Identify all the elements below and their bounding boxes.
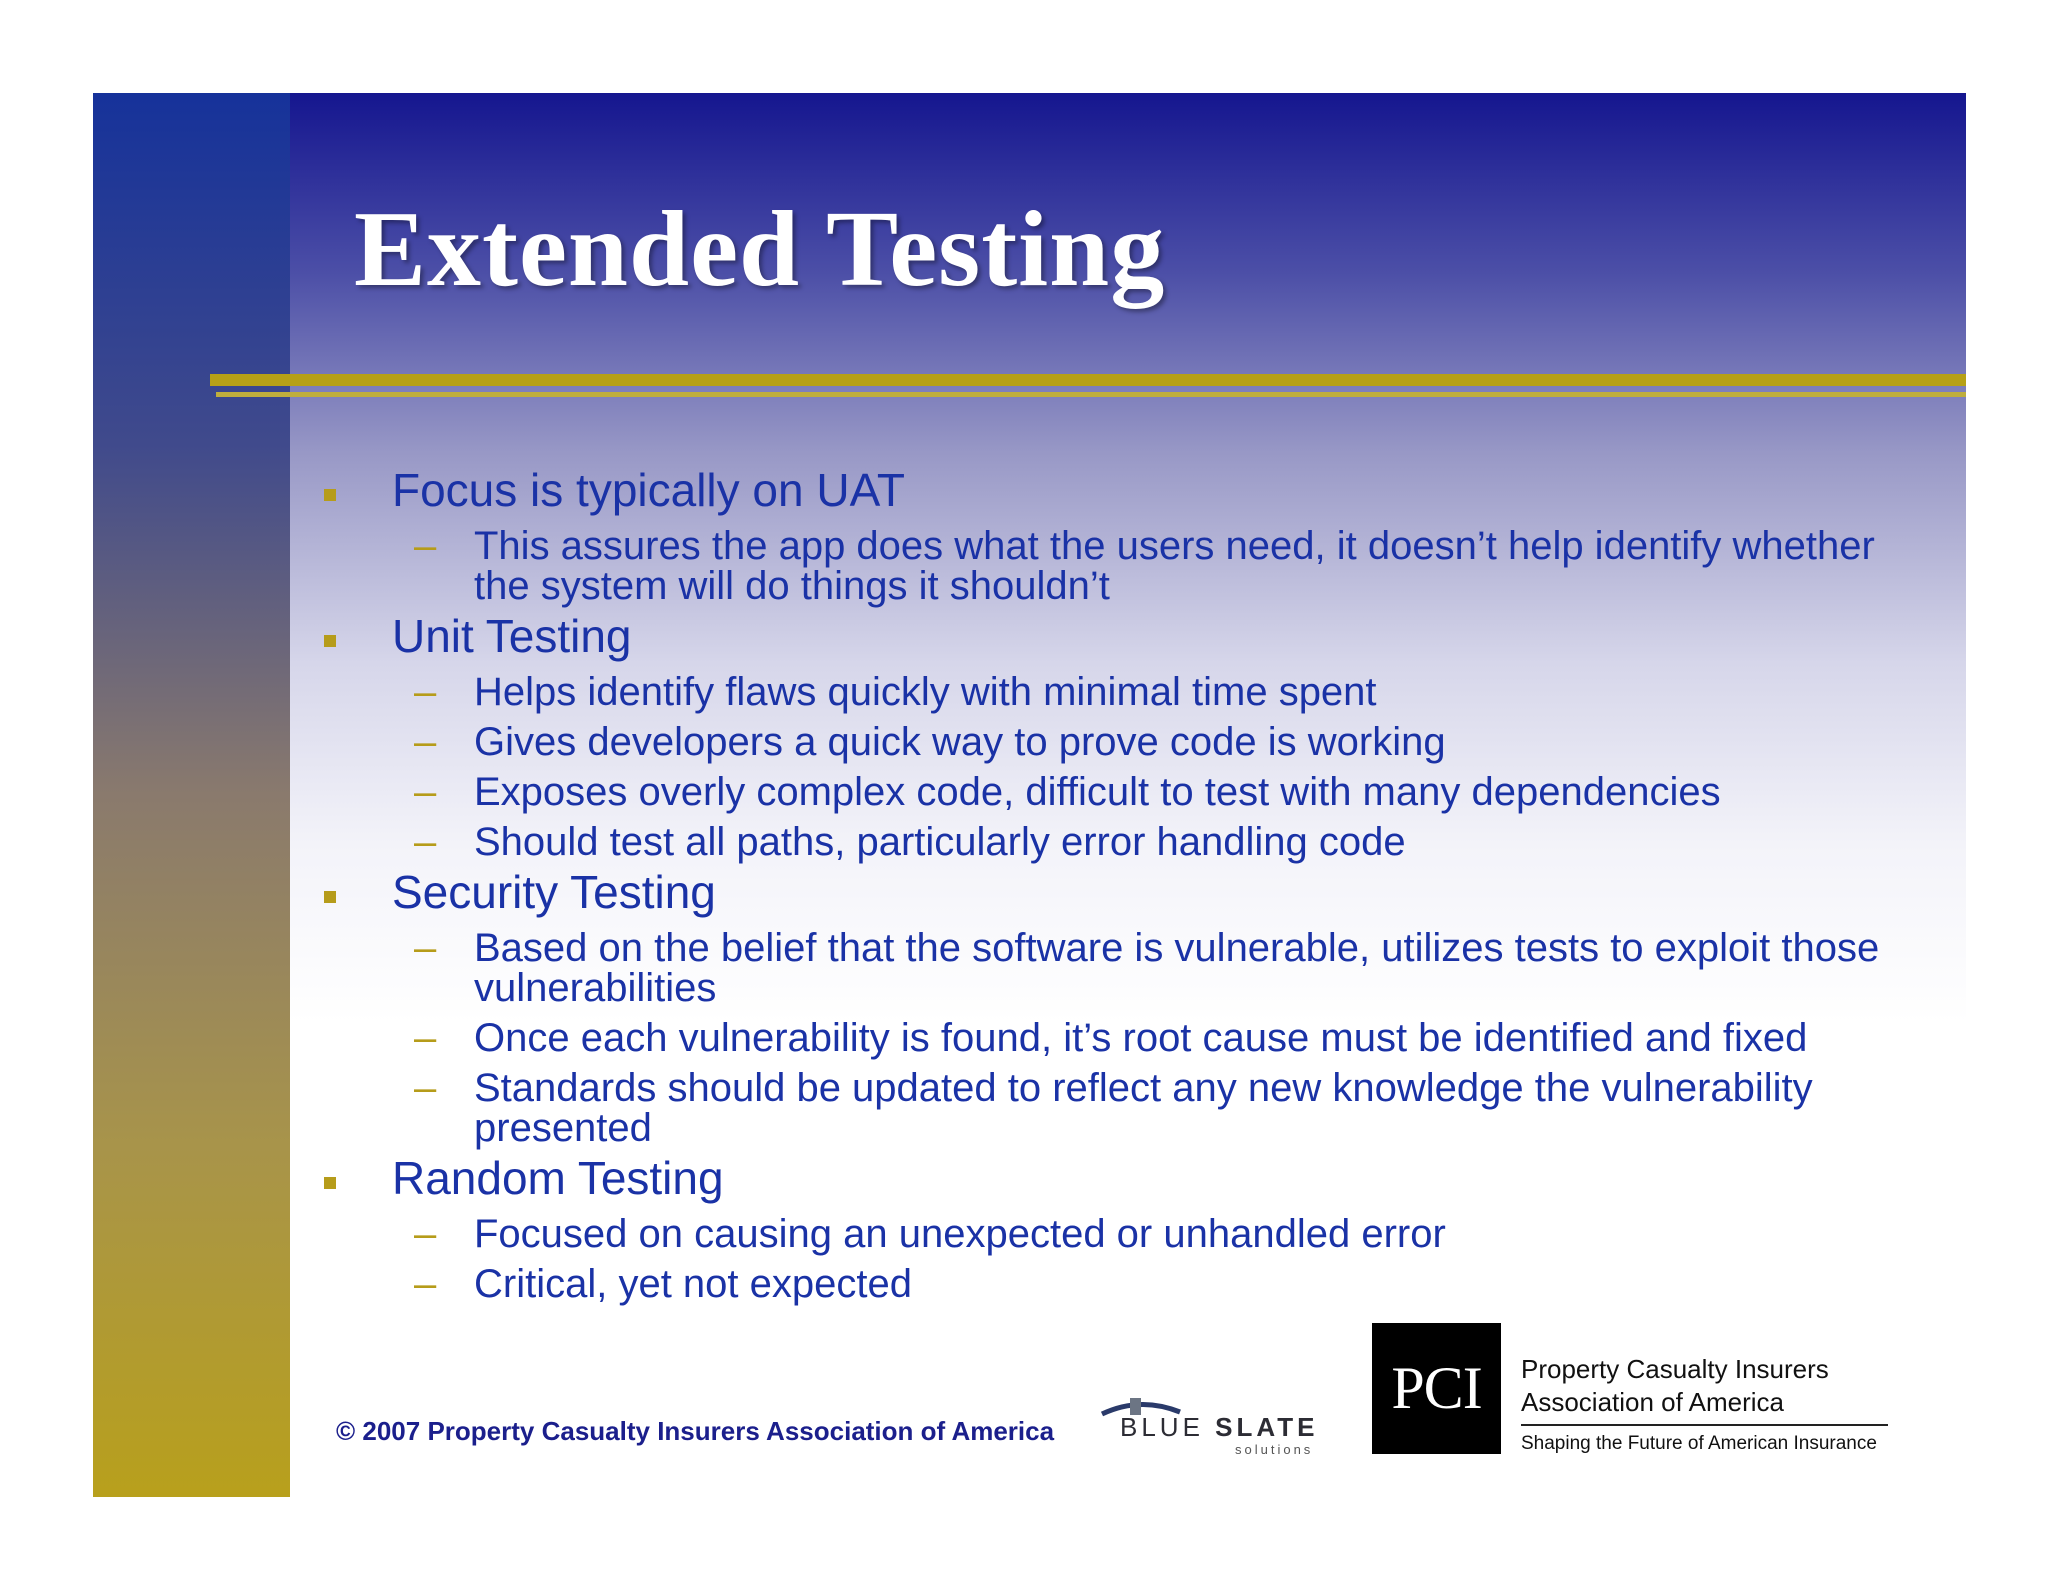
square-bullet-icon <box>324 1177 336 1189</box>
dash-bullet-icon: – <box>414 524 437 568</box>
blue-slate-subtitle: solutions <box>1235 1442 1314 1457</box>
bullet-text: Security Testing <box>392 866 716 918</box>
pci-logo <box>1372 1323 1501 1454</box>
bullet-text: Unit Testing <box>392 610 632 662</box>
square-bullet-icon <box>324 489 336 501</box>
dash-bullet-icon: – <box>414 926 437 970</box>
sub-bullet-text: Gives developers a quick way to prove code is working <box>474 720 1446 764</box>
square-bullet-icon <box>324 635 336 647</box>
sub-bullet-text: Based on the belief that the software is vulnerable, utilizes tests to exploit those vulnerabilities <box>474 926 1880 1010</box>
slide-title: Extended Testing <box>354 190 1166 309</box>
dash-bullet-icon: – <box>414 1262 437 1306</box>
sub-bullet-text: Once each vulnerability is found, it’s root cause must be identified and fixed <box>474 1016 1808 1060</box>
left-gradient-bar <box>93 93 290 1497</box>
bullet-item <box>300 464 1940 516</box>
bullet-list <box>300 460 1940 1304</box>
sub-bullet-item <box>300 1068 1940 1148</box>
pci-organization-name: Property Casualty Insurers Association of America <box>1521 1354 1829 1417</box>
pci-logo-text: PCI <box>1391 1355 1482 1421</box>
pci-tagline: Shaping the Future of American Insurance <box>1521 1433 1877 1454</box>
sub-bullet-item <box>300 672 1940 712</box>
title-rule-thin <box>216 392 1966 397</box>
sub-bullet-text: Should test all paths, particularly error handling code <box>474 820 1406 864</box>
pci-divider <box>1521 1424 1888 1426</box>
title-rule-thick <box>210 374 1966 386</box>
dash-bullet-icon: – <box>414 720 437 764</box>
bullet-text: Random Testing <box>392 1152 724 1204</box>
dash-bullet-icon: – <box>414 770 437 814</box>
sub-bullet-text: Helps identify flaws quickly with minimal time spent <box>474 670 1377 714</box>
sub-bullet-item <box>300 722 1940 762</box>
bullet-item <box>300 610 1940 662</box>
dash-bullet-icon: – <box>414 820 437 864</box>
bullet-text: Focus is typically on UAT <box>392 464 905 516</box>
dash-bullet-icon: – <box>414 1016 437 1060</box>
sub-bullet-text: Focused on causing an unexpected or unhandled error <box>474 1212 1446 1256</box>
sub-bullet-text: Standards should be updated to reflect any new knowledge the vulnerability presented <box>474 1066 1813 1150</box>
blue-slate-wordmark: BLUE SLATE <box>1120 1412 1319 1442</box>
sub-bullet-text: This assures the app does what the users need, it doesn’t help identify whether the system will do things it shouldn’t <box>474 524 1875 608</box>
sub-bullet-item <box>300 526 1940 606</box>
sub-bullet-text: Exposes overly complex code, difficult to test with many dependencies <box>474 770 1721 814</box>
dash-bullet-icon: – <box>414 1066 437 1110</box>
bullet-item <box>300 1152 1940 1204</box>
dash-bullet-icon: – <box>414 670 437 714</box>
sub-bullet-item <box>300 822 1940 862</box>
sub-bullet-item <box>300 1018 1940 1058</box>
sub-bullet-text: Critical, yet not expected <box>474 1262 912 1306</box>
sub-bullet-item <box>300 772 1940 812</box>
sub-bullet-item <box>300 1214 1940 1254</box>
copyright-text: © 2007 Property Casualty Insurers Association of America <box>336 1416 1055 1446</box>
sub-bullet-item <box>300 1264 1940 1304</box>
dash-bullet-icon: – <box>414 1212 437 1256</box>
sub-bullet-item <box>300 928 1940 1008</box>
square-bullet-icon <box>324 891 336 903</box>
bullet-item <box>300 866 1940 918</box>
